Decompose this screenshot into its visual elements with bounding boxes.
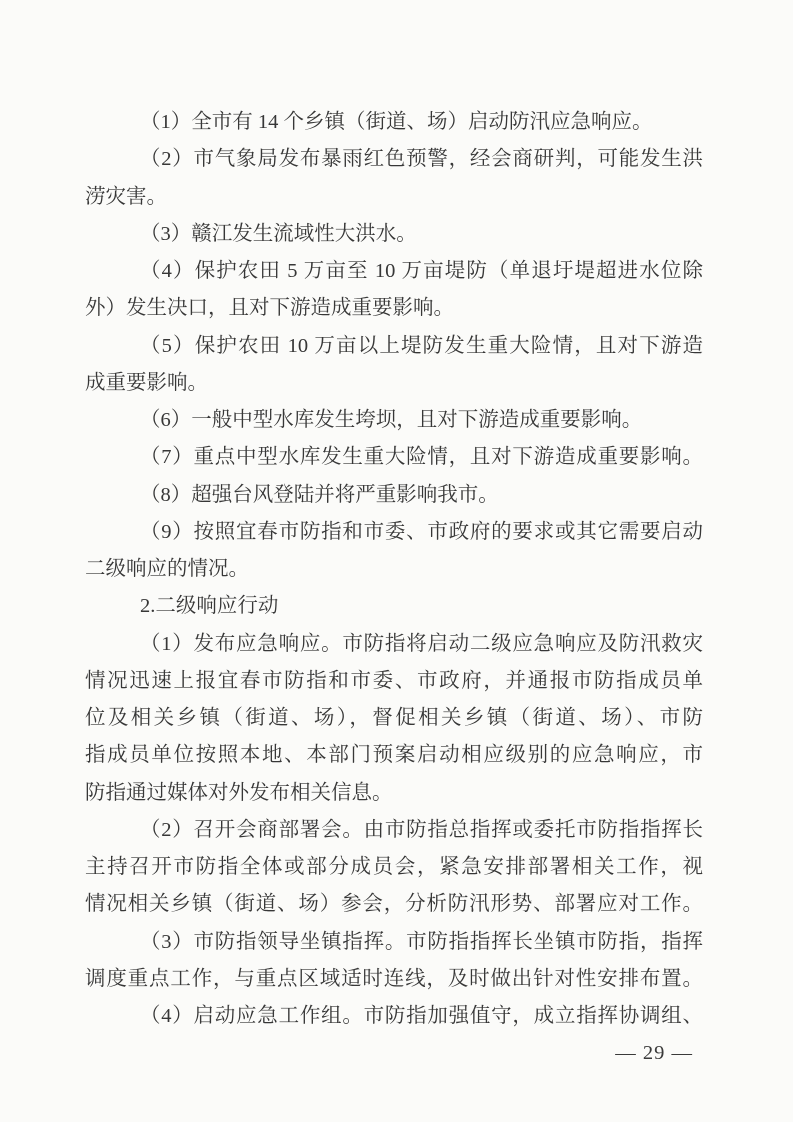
document-body — [85, 104, 703, 1035]
text-line: 指成员单位按照本地、本部门预案启动相应级别的应急响应，市 — [85, 744, 703, 767]
text-line: （3）赣江发生流域性大洪水。 — [140, 222, 417, 245]
text-line: （5）保护农田 10 万亩以上堤防发生重大险情，且对下游造 — [140, 334, 703, 357]
text-line: 二级响应的情况。 — [85, 558, 249, 580]
paragraph — [85, 998, 703, 1035]
paragraph — [85, 328, 703, 403]
text-line: （7）重点中型水库发生重大险情，且对下游造成重要影响。 — [140, 446, 703, 469]
paragraph — [85, 253, 703, 328]
paragraph — [85, 626, 703, 812]
text-line: 位及相关乡镇（街道、场），督促相关乡镇（街道、场）、市防 — [85, 707, 703, 729]
text-line: 调度重点工作，与重点区域适时连线，及时做出针对性安排布置。 — [85, 967, 703, 990]
text-line: （3）市防指领导坐镇指挥。市防指指挥长坐镇市防指，指挥 — [140, 930, 703, 953]
paragraph — [85, 141, 703, 216]
paragraph — [85, 477, 703, 514]
text-line: （4）保护农田 5 万亩至 10 万亩堤防（单退圩堤超进水位除 — [140, 260, 703, 282]
text-line: 涝灾害。 — [85, 185, 167, 208]
paragraph — [85, 514, 703, 589]
text-line: （9）按照宜春市防指和市委、市政府的要求或其它需要启动 — [140, 520, 703, 543]
text-line: 外）发生决口，且对下游造成重要影响。 — [85, 297, 454, 320]
page-number: — 29 — — [615, 1042, 693, 1064]
text-line: （1）发布应急响应。市防指将启动二级应急响应及防汛救灾 — [140, 632, 703, 655]
text-line: 情况相关乡镇（街道、场）参会，分析防汛形势、部署应对工作。 — [85, 893, 703, 916]
paragraph — [85, 924, 703, 999]
paragraph — [85, 216, 703, 253]
paragraph — [85, 439, 703, 476]
text-line: （2）市气象局发布暴雨红色预警，经会商研判，可能发生洪 — [140, 148, 703, 171]
text-line: （8）超强台风登陆并将严重影响我市。 — [140, 483, 499, 506]
text-line: （2）召开会商部署会。由市防指总指挥或委托市防指指挥长 — [140, 818, 703, 841]
paragraph — [85, 812, 703, 924]
section-heading — [85, 588, 703, 625]
text-line: （6）一般中型水库发生垮坝，且对下游造成重要影响。 — [140, 409, 643, 431]
text-line: 主持召开市防指全体或部分成员会，紧急安排部署相关工作，视 — [85, 856, 703, 878]
text-line: 防指通过媒体对外发布相关信息。 — [85, 781, 393, 804]
text-line: （4）启动应急工作组。市防指加强值守，成立指挥协调组、 — [140, 1005, 703, 1027]
text-line: （1）全市有 14 个乡镇（街道、场）启动防汛应急响应。 — [140, 111, 653, 133]
text-line: 成重要影响。 — [85, 371, 208, 394]
paragraph — [85, 104, 703, 141]
text-line: 2.二级响应行动 — [140, 595, 279, 618]
paragraph — [85, 402, 703, 439]
text-line: 情况迅速上报宜春市防指和市委、市政府，并通报市防指成员单 — [85, 669, 703, 692]
